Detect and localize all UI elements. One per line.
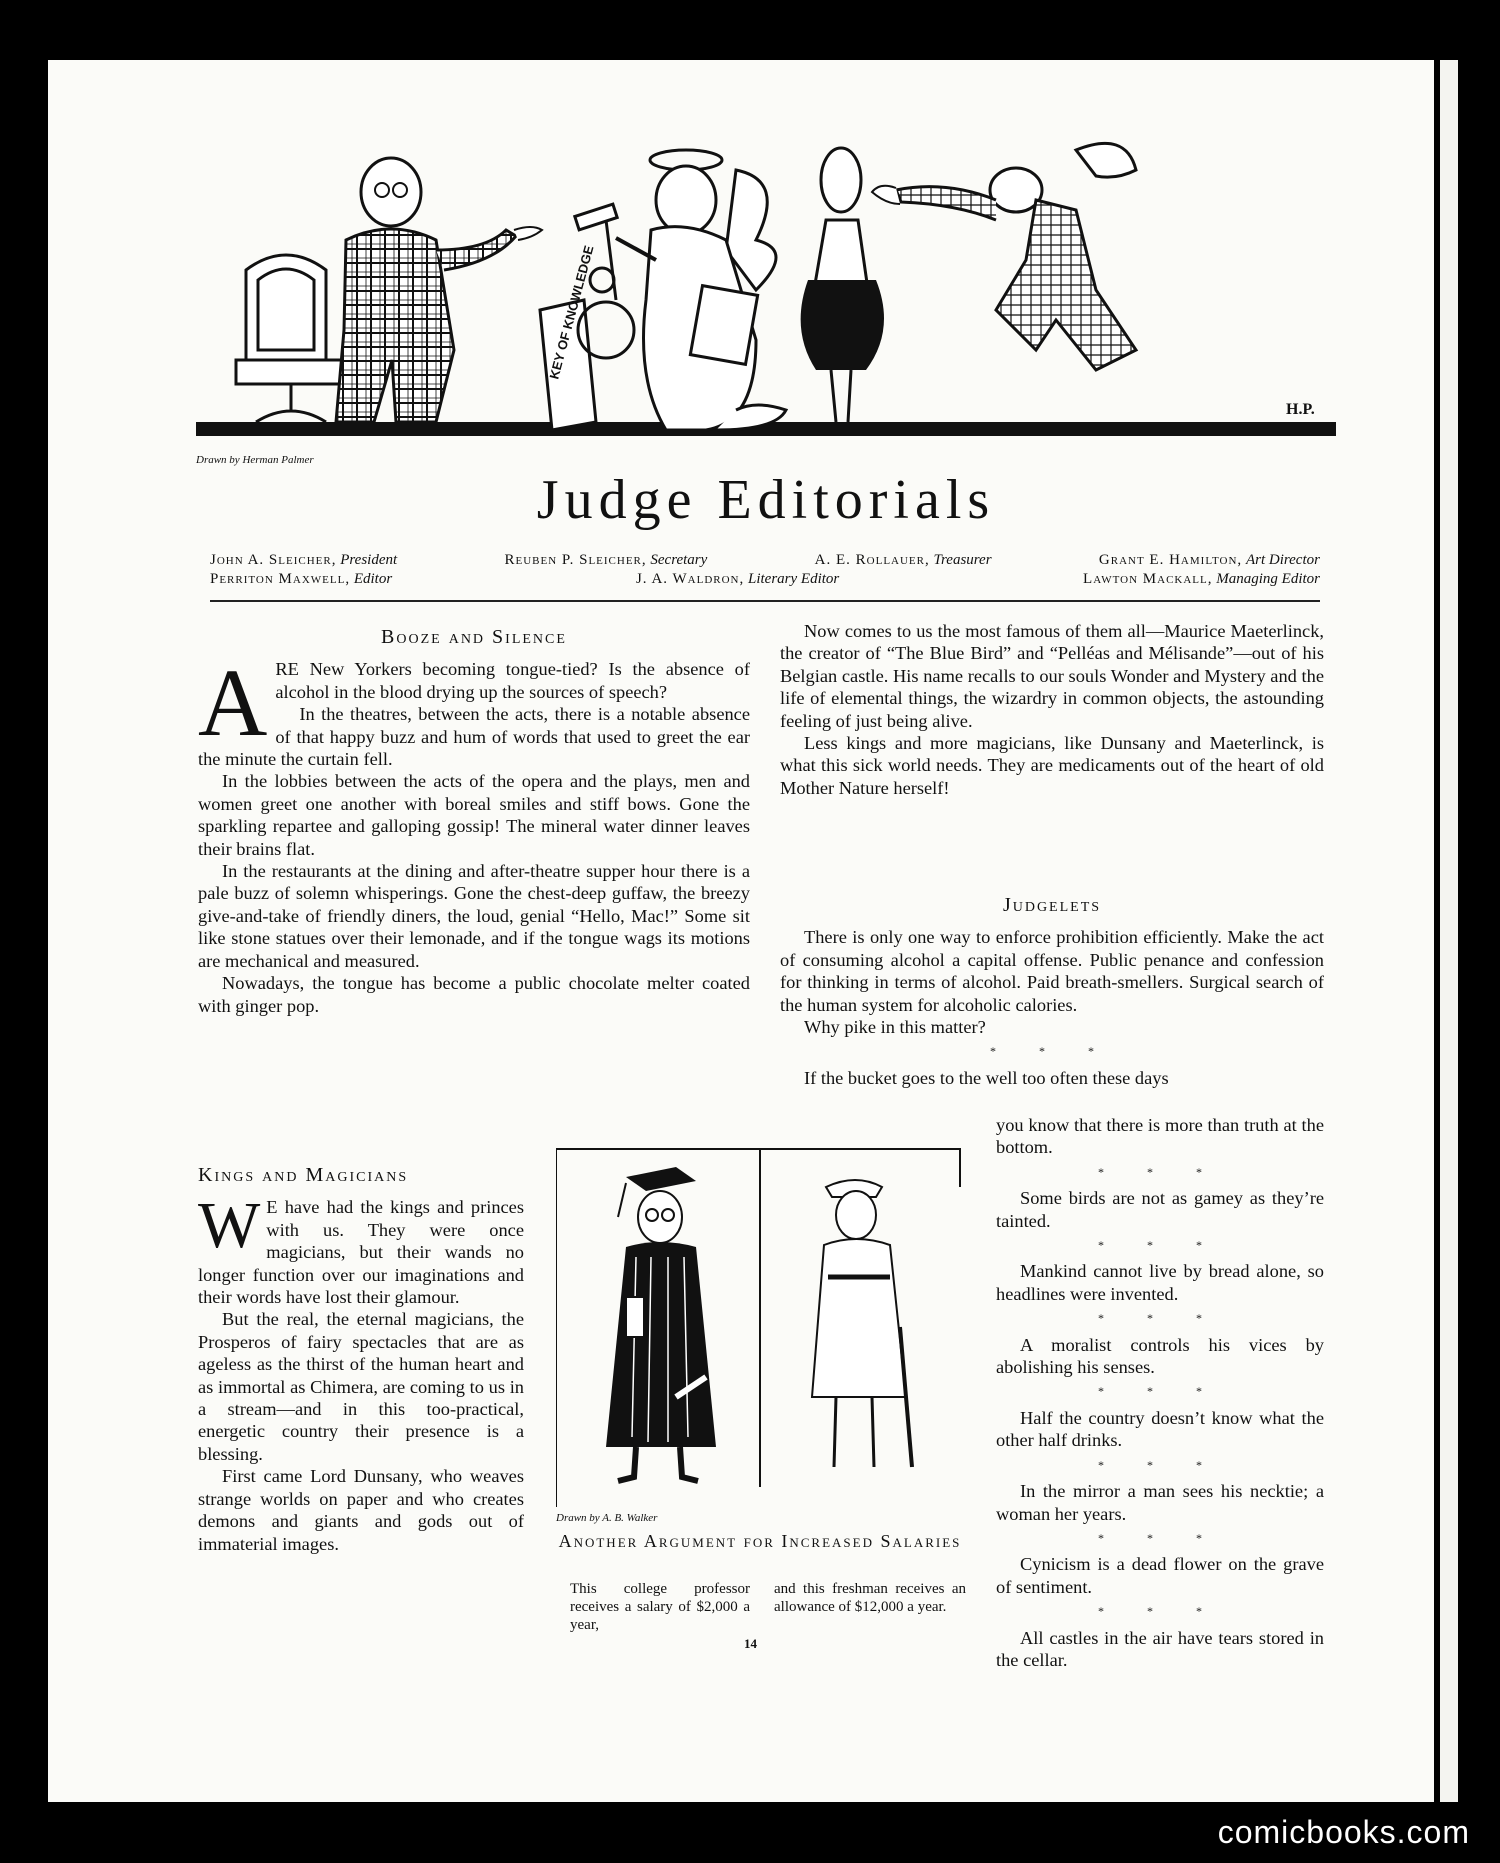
adjacent-page-edge (1440, 60, 1458, 1802)
star-separator: * * * (1098, 1384, 1222, 1399)
staff-row-2 (210, 571, 1320, 588)
maeterlinck-paragraph: Less kings and more magicians, like Dunsany and Maeterlinck, is what this sick world needs. They are medicaments out of the heart of old Mother Nature herself! (780, 733, 1324, 798)
illustration-credit: Drawn by A. B. Walker (556, 1512, 658, 1524)
professor-caption: This college professor receives a salary of $2,000 a year, (570, 1581, 750, 1633)
star-separator: * * * (1098, 1604, 1222, 1619)
booze-paragraph: In the theatres, between the acts, there is a notable absence of that happy buzz and hum of words that used to greet the ear the minute the curtain fell. (198, 704, 750, 770)
star-separator: * * * (1098, 1457, 1222, 1472)
college-professor-figure (606, 1167, 716, 1481)
masthead-title: Judge Editorials (536, 469, 996, 531)
plaid-suited-man (336, 158, 542, 422)
masthead-rule (210, 600, 1320, 602)
judgelet-paragraph: There is only one way to enforce prohibition efficiently. Make the act of consuming alcohol a capital offense. Public penance and confession for thinking in terms of alcohol. Paid breath-smellers. Surgical search of the human system for alcoholic calories. (780, 927, 1324, 1015)
booze-heading: Booze and Silence (381, 626, 567, 648)
star-separator: * * * (1098, 1311, 1222, 1326)
staff-entry: A. E. Rollauer, Treasurer (814, 552, 992, 568)
booze-paragraph: In the lobbies between the acts of the opera and the plays, men and women greet one another with boreal smiles and stiff bows. Gone the sparkling repartee and galloping gossip! The mineral water dinner leaves their brains flat. (198, 771, 750, 859)
booze-paragraph: Nowadays, the tongue has become a public chocolate melter coated with ginger pop. (198, 973, 750, 1016)
staff-entry: Reuben P. Sleicher, Secretary (504, 552, 708, 568)
judgelets-section (780, 894, 1324, 1089)
star-separator: * * * (1098, 1530, 1222, 1545)
maeterlinck-paragraph: Now comes to us the most famous of them all—Maurice Maeterlinck, the creator of “The Blue Bird” and “Pelléas and Mélisande”—out of his Belgian castle. His name recalls to our souls Wonder and Mystery and the life of elemental things, the wizardry in common objects, the astounding feeling of just being alive. (780, 621, 1324, 731)
booze-article (198, 626, 750, 1017)
site-watermark: comicbooks.com (1217, 1814, 1470, 1850)
judgelet-item: Some birds are not as gamey as they’re tainted. (996, 1188, 1324, 1231)
kings-paragraph: E have had the kings and princes with us. They were once magicians, but their wands no longer function over our imaginations and their words have lost their glamour. (198, 1197, 524, 1308)
office-chair (236, 255, 346, 422)
svg-text:KEY OF KNOWLEDGE: KEY OF KNOWLEDGE (546, 243, 597, 381)
header-cartoon (196, 130, 1336, 450)
key-of-knowledge-scroll (540, 244, 597, 430)
cartoon-credit: Drawn by Herman Palmer (196, 454, 314, 466)
judgelet-item: Half the country doesn’t know what the other half drinks. (996, 1407, 1324, 1451)
page-number: 14 (744, 1636, 757, 1651)
booze-paragraph: RE New Yorkers becoming tongue-tied? Is the absence of alcohol in the blood drying up the sources of speech? (275, 659, 750, 702)
star-separator: * * * (1098, 1238, 1222, 1253)
woman-figure (801, 148, 884, 422)
kings-article (198, 1164, 524, 1555)
judgelet-item: Cynicism is a dead flower on the grave of sentiment. (996, 1554, 1324, 1597)
kings-paragraph: But the real, the eternal magicians, the Prosperos of fairy spectacles that are as ageless as the thirst of the human heart and as immortal as Chimera, are coming to us in a stream—and in this too-practical, energetic country their presence is a blessing. (198, 1309, 524, 1464)
judgelet-item: Mankind cannot live by bread alone, so headlines were invented. (996, 1261, 1324, 1304)
judgelets-narrow (996, 1114, 1324, 1671)
kings-heading: Kings and Magicians (198, 1164, 409, 1186)
staff-entry: Perriton Maxwell, Editor (210, 571, 393, 587)
booze-paragraph: In the restaurants at the dining and after-theatre supper hour there is a pale buzz of solemn whisperings. Gone the chest-deep guffaw, the breezy give-and-take of friendly diners, the loud, genial “Hello, Mac!” Some sit like stone statues over their lemonade, and if the tongue wags its motions are mechanical and measured. (198, 861, 750, 971)
drop-cap: A (198, 649, 268, 757)
illustration-caption: Another Argument for Increased Salaries (558, 1531, 962, 1551)
judgelet-paragraph: Why pike in this matter? (804, 1017, 986, 1038)
artist-initials: H.P. (1286, 401, 1315, 418)
staff-entry: Lawton Mackall, Managing Editor (1083, 571, 1320, 587)
staff-entry: J. A. Waldron, Literary Editor (635, 571, 840, 587)
star-separator: * * * (990, 1044, 1114, 1059)
freshman-caption: and this freshman receives an allowance of $12,000 a year. (774, 1581, 966, 1615)
staff-entry: John A. Sleicher, President (210, 552, 398, 568)
maeterlinck-article (780, 620, 1324, 799)
flying-winged-man (872, 143, 1136, 370)
judgelet-paragraph: you know that there is more than truth at the bottom. (996, 1115, 1324, 1158)
judgelets-heading: Judgelets (1002, 894, 1102, 916)
professor-freshman-illustration (556, 1147, 964, 1507)
judgelet-item: In the mirror a man sees his necktie; a woman her years. (996, 1481, 1324, 1524)
kings-paragraph: First came Lord Dunsany, who weaves strange worlds on paper and who creates demons and giants and gods out of immaterial images. (198, 1466, 524, 1554)
winged-sage-figure (616, 150, 786, 430)
judgelet-paragraph: If the bucket goes to the well too often these days (804, 1067, 1169, 1088)
freshman-figure (812, 1180, 912, 1467)
staff-entry: Grant E. Hamilton, Art Director (1098, 552, 1320, 568)
star-separator: * * * (1098, 1164, 1222, 1179)
judgelet-item: A moralist controls his vices by abolishing his senses. (996, 1334, 1324, 1378)
staff-row-1 (210, 552, 1320, 569)
drop-cap: W (198, 1189, 261, 1263)
judgelet-item: All castles in the air have tears stored in the cellar. (996, 1627, 1324, 1670)
